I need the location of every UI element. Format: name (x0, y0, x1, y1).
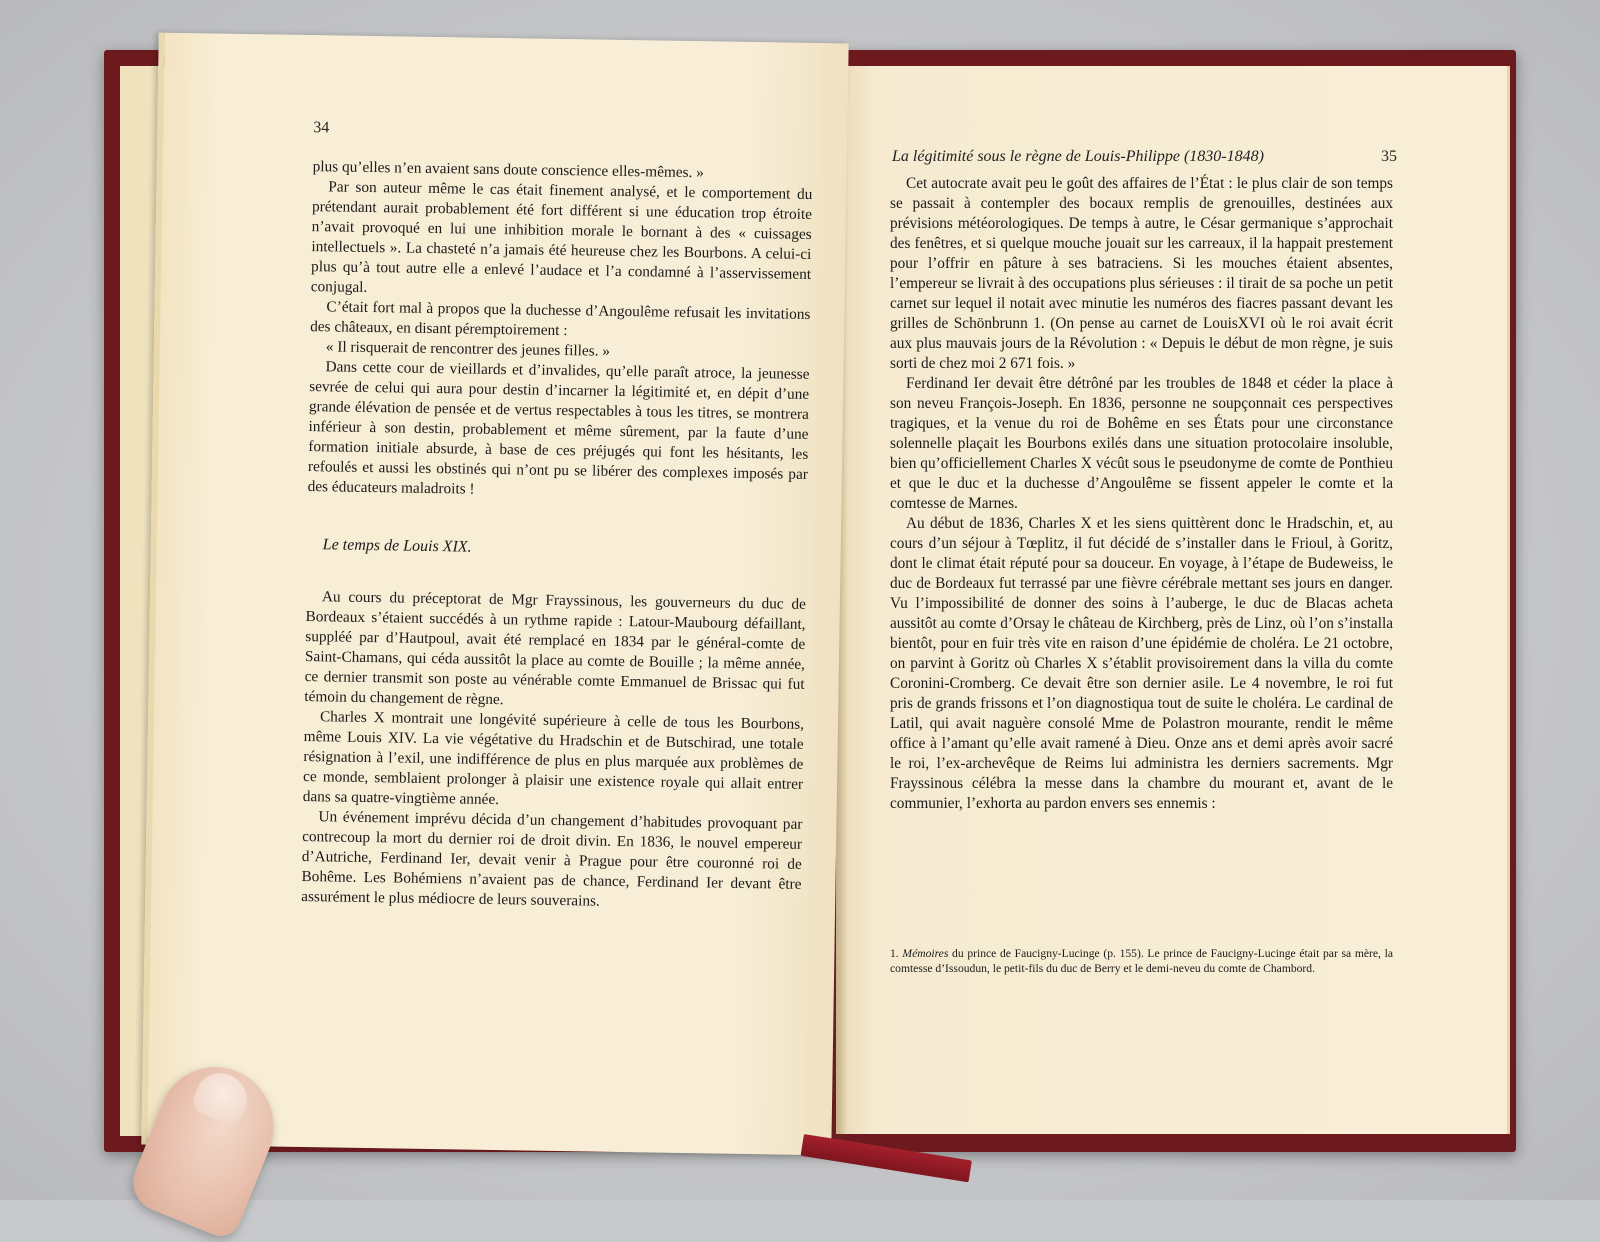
paragraph: plus qu’elles n’en avaient sans doute conscience elles-mêmes. » (312, 158, 704, 182)
left-page-body (301, 157, 813, 915)
page-number-left: 34 (313, 119, 330, 137)
section-title: Le temps de Louis XIX. (322, 536, 472, 556)
paragraph: C’était fort mal à propos que la duchesse d’Angoulême refusait les invitations des châteaux, en disant péremptoirement : (310, 298, 811, 340)
paragraph: Dans cette cour de vieillards et d’invalides, qu’elle paraît atroce, la jeunesse sevrée de celui qui aura pour destin d’incarner la légitimité et, en dépit d’une grande élévation de pensée et de vertus respectables à tous les titres, se montrera inférieur à son destin, probablement et même sûrement, par la faute d’une formation initiale absurde, à base de ces préjugés qui font les hésitants, les refoulés et aussi les obstinés qui n’ont pu se libérer des complexes imposés par des éducateurs maladroits ! (307, 358, 810, 498)
paragraph: Un événement imprévu décida d’un changement d’habitudes provoquant par contrecoup la mort du dernier roi de droit divin. En 1836, le nouvel empereur d’Autriche, Ferdinand Ier, devait venir à Prague pour être couronné roi de Bohême. Les Bohémiens n’avaient pas de chance, Ferdinand Ier devant être assurément le plus médiocre de leurs souverains. (301, 808, 803, 910)
paragraph: Ferdinand Ier devait être détrôné par les troubles de 1848 et céder la place à son neveu François-Joseph. En 1836, personne ne soupçonnait ces perspectives tragiques, et la venue du roi de Bohême en ses États pour une circonstance solennelle plaçait les Bourbons exilés dans une situation protocolaire insoluble, bien qu’officiellement Charles X vécût sous le pseudonyme de comte de Ponthieu et que le duc et la duchesse d’Angoulême se fissent appeler le comte et la comtesse de Marnes. (890, 375, 1393, 512)
footnote (890, 946, 1393, 976)
left-page (141, 33, 848, 1156)
right-page-body (890, 174, 1393, 814)
paragraph: Par son auteur même le cas était finement analysé, et le comportement du prétendant aurait probablement été fort différent si une éducation trop étroite n’avait provoqué en lui une inhibition morale le bornant à des « cuissages intellectuels ». La chasteté n’a jamais été heureuse chez les Bourbons. A celui-ci plus qu’à tout autre elle a enlevé l’audace et l’a condamné à l’asservissement conjugal. (310, 178, 813, 296)
paragraph: Au début de 1836, Charles X et les siens quittèrent donc le Hradschin, et, au cours d’un séjour à Tœplitz, il fut décidé de s’installer dans le Frioul, à Goritz, dont le climat était réputé pour sa douceur. En voyage, à l’étape de Budeweiss, le duc de Bordeaux fut terrassé par une fièvre cérébrale mettant ses jours en danger. Vu l’impossibilité de donner des soins à l’auberge, le duc de Blacas acheta aussitôt au comte d’Orsay le château de Kirchberg, près de Linz, où l’on s’installa bientôt, pour en fuir très vite en raison d’une épidémie de choléra. Le 21 octobre, on parvint à Goritz où Charles X s’établit provisoirement dans la villa du comte Coronini-Cromberg. Ce devait être son dernier asile. Le 4 novembre, le roi fut pris de grands frissons et l’on diagnostiqua tout de suite le choléra. Le cardinal de Latil, qui avait naguère consolé Mme de Polastron mourante, rendit le même office à l’amant qu’elle avait ramené à Dieu. Onze ans et demi après avoir sacré le roi, l’ex-archevêque de Reims lui administra les derniers sacrements. Mgr Frayssinous célébra la messe dans la chambre du mourant et, avant de le communier, l’exhorta au pardon envers ses ennemis : (890, 515, 1393, 812)
footnote-title: Mémoires (902, 947, 949, 960)
footnote-text: du prince de Faucigny-Lucinge (p. 155). Le prince de Faucigny-Lucinge était par sa mère, la comtesse d’Issoudun, le petit-fils du duc de Berry et le demi-neveu du comte de Chambord. (890, 947, 1393, 975)
paragraph: Au cours du préceptorat de Mgr Frayssinous, les gouverneurs du duc de Bordeaux s’étaient succédés à un rythme rapide : Latour-Maubourg défaillant, suppléé par d’Hautpoul, avait été remplacé en 1834 par le général-comte de Saint-Chamans, qui céda aussitôt la place au comte de Bouille ; la même année, ce dernier transmit son poste au vénérable comte Emmanuel de Brissac qui fut témoin du changement de règne. (304, 588, 807, 709)
paragraph: « Il risquerait de rencontrer des jeunes filles. » (325, 338, 611, 360)
paragraph: Cet autocrate avait peu le goût des affaires de l’État : le plus clair de son temps se passait à contempler des bocaux remplis de grenouilles, destinées aux prévisions météorologiques. De temps à autre, le César germanique s’approchait des fenêtres, et si quelque mouche jouait sur les carreaux, il la happait prestement pour l’offrir en pâture à ses batraciens. Si les mouches étaient absentes, l’empereur se livrait à des occupations plus sérieuses : il tirait de sa poche un petit carnet sur lequel il notait avec minutie les numéros des fiacres passant devant les grilles de Schönbrunn 1. (On pense au carnet de LouisXVI où le roi avait écrit aux plus mauvais jours de la Révolution : « Depuis le début de mon règne, je suis sorti de chez moi 2 671 fois. » (890, 175, 1393, 372)
right-page (836, 66, 1510, 1134)
paragraph: Charles X montrait une longévité supérieure à celle de tous les Bourbons, même Louis XIV. La vie végétative du Hradschin et de Butschirad, une totale résignation à l’exil, une indifférence de plus en plus marquée aux problèmes de ce monde, semblaient prolonger à plaisir une existence royale qui allait entrer dans sa quatre-vingtième année. (302, 708, 805, 809)
page-number-right: 35 (1381, 148, 1397, 165)
running-head: La légitimité sous le règne de Louis-Philippe (1830-1848) (892, 148, 1264, 165)
footnote-marker: 1. (890, 947, 899, 960)
